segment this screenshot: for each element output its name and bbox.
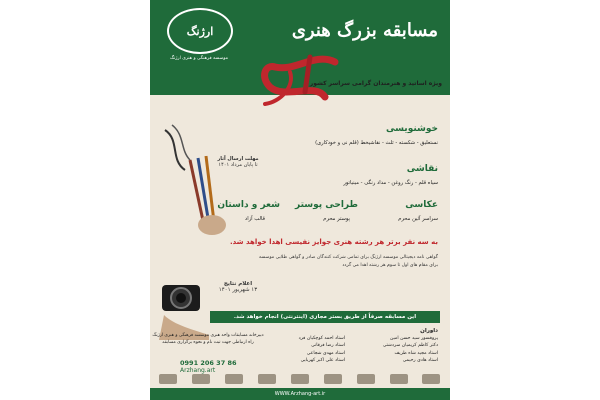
logo-caption: موسسه فرهنگی و هنری ارژنگ <box>169 56 229 61</box>
sponsor-logo <box>422 374 440 384</box>
results-box <box>208 281 268 293</box>
certificate-notice: گواهی نامه دیجیتالی موسسه ارژنگ برای تمامی شرکت کنندگان صادر و گواهی طلایی موسسه برای مقام های اول تا سوم هر رشته اهدا می گردد <box>258 255 438 268</box>
footer-website[interactable]: WWW.Arzhang-art.ir <box>150 388 450 400</box>
sponsor-logo <box>324 374 342 384</box>
section-naghashi-text: سیاه قلم - رنگ روغن - مداد رنگی - مینیاتور <box>343 180 438 186</box>
judge-name: استاد مهدی شجاعی <box>306 350 345 356</box>
main-title: مسابقه بزرگ هنری <box>291 20 438 41</box>
section-tarahi-title: طراحی پوستر <box>294 200 358 210</box>
section-khoshnevisi-title: خوشنویسی <box>386 124 438 134</box>
section-sher-text: قالب آزاد <box>244 216 265 222</box>
sponsor-logo <box>225 374 243 384</box>
judge-name: استاد مجید شاه طریف <box>394 350 438 356</box>
sponsor-logo <box>390 374 408 384</box>
judges-list-left <box>299 335 345 364</box>
section-tarahi-text: پوستر محرم <box>323 216 350 222</box>
judges-title: داوران <box>420 328 438 334</box>
judge-name: استاد رضا فرقانی <box>311 343 345 349</box>
camera-photographer-image <box>154 270 214 340</box>
award-notice: به سه نفر برتر هر رشته هنری جوایز نفیسی اهدا خواهد شد. <box>229 238 438 246</box>
logo-text: ارژنگ <box>186 24 214 38</box>
section-khoshnevisi-text: نستعلیق - شکسته - ثلث - نقاشیخط (قلم نی و خودکاری) <box>315 140 438 146</box>
deadline-date: تا پایان مرداد ۱۴۰۱ <box>218 162 258 168</box>
judge-name: استاد علی اکبر کهربایی <box>300 357 345 363</box>
judges-list-right <box>383 335 438 364</box>
sponsor-logo <box>258 374 276 384</box>
results-label: اعلام نتایج <box>223 281 253 287</box>
judge-name: استاد احمد کوچکیان فرد <box>298 336 345 341</box>
results-date: ۱۳ شهریور ۱۴۰۱ <box>218 287 258 293</box>
subtitle: ویژه اساتید و هنرمندان گرامی سراسر کشور <box>309 80 442 87</box>
section-akasi-title: عکاسی <box>405 200 438 210</box>
phone-number: 0991 206 37 86 <box>180 359 237 367</box>
contact-line2: راه ارتباطی جهت ثبت نام و نحوه برگزاری مسابقه <box>162 340 254 345</box>
contact-line1: دبیرخانه مسابقات واحد هنری موسسه فرهنگی و هنری ارژنگ <box>152 333 264 338</box>
sponsor-logo <box>192 374 210 384</box>
competition-poster <box>150 0 450 400</box>
deadline-label: مهلت ارسال آثار <box>217 156 259 162</box>
judge-name: دکتر کاظم کریمیان سردشتی <box>382 343 438 349</box>
deadline-box <box>212 156 264 168</box>
sponsor-logo <box>357 374 375 384</box>
sponsor-logo <box>291 374 309 384</box>
arzhang-logo <box>167 8 233 54</box>
judge-name: استاد هادی رحیمی <box>402 357 438 363</box>
section-sher-title: شعر و داستان <box>217 200 280 210</box>
muharram-calligraphy <box>255 42 345 112</box>
online-notice-bar: این مسابقه صرفاً از طریق بستر مجازی (اینترنتی) انجام خواهد شد. <box>210 311 440 323</box>
sponsor-logos <box>152 372 448 386</box>
paint-brushes-image <box>160 120 240 240</box>
instagram-handle: Arzhang.art <box>180 367 216 374</box>
section-naghashi-title: نقاشی <box>406 164 438 174</box>
judge-name: پروفسور سید حسن امین <box>390 336 438 341</box>
contact-info <box>152 332 264 346</box>
section-akasi-text: سراسر آئین محرم <box>398 216 438 222</box>
sponsor-logo <box>159 374 177 384</box>
